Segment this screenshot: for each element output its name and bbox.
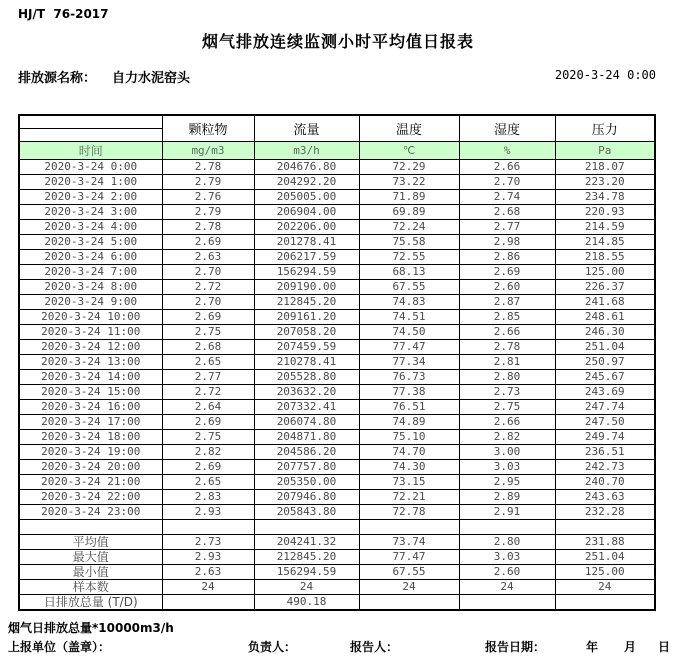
value-cell: 72.21 [359, 489, 459, 504]
value-cell: 2.95 [459, 474, 555, 489]
value-cell: 75.10 [359, 429, 459, 444]
doc-standard-code: HJ/T 76-2017 [18, 7, 109, 21]
value-cell: 251.04 [555, 549, 655, 564]
empty-cell [254, 519, 359, 534]
value-cell: 67.55 [359, 279, 459, 294]
value-cell: 2.69 [162, 234, 254, 249]
value-cell: 2.73 [459, 384, 555, 399]
spacer-row [19, 519, 655, 534]
time-cell: 2020-3-24 23:00 [19, 504, 162, 519]
value-cell: 24 [459, 579, 555, 594]
value-cell: 218.07 [555, 159, 655, 174]
value-cell: 204241.32 [254, 534, 359, 549]
value-cell: 74.30 [359, 459, 459, 474]
table-row [19, 474, 655, 489]
value-cell: 231.88 [555, 534, 655, 549]
col-header-flow: 流量 [254, 115, 359, 141]
value-cell: 210278.41 [254, 354, 359, 369]
value-cell: 77.47 [359, 339, 459, 354]
value-cell: 67.55 [359, 564, 459, 579]
value-cell: 77.38 [359, 384, 459, 399]
value-cell: 75.58 [359, 234, 459, 249]
summary-row [19, 534, 655, 549]
value-cell: 24 [555, 579, 655, 594]
time-cell: 2020-3-24 13:00 [19, 354, 162, 369]
value-cell: 247.74 [555, 399, 655, 414]
time-cell: 2020-3-24 19:00 [19, 444, 162, 459]
value-cell: 248.61 [555, 309, 655, 324]
value-cell: 212845.20 [254, 294, 359, 309]
value-cell: 204676.80 [254, 159, 359, 174]
value-cell: 24 [359, 579, 459, 594]
source-name-label: 排放源名称： [18, 71, 97, 86]
value-cell: 2.68 [459, 204, 555, 219]
col-header-pressure: 压力 [555, 115, 655, 141]
value-cell: 205528.80 [254, 369, 359, 384]
value-cell: 214.59 [555, 219, 655, 234]
value-cell: 2.80 [459, 369, 555, 384]
time-header: 时间 [19, 141, 162, 159]
unit-flow: m3/h [254, 141, 359, 159]
unit-particulate: mg/m3 [162, 141, 254, 159]
time-cell: 2020-3-24 0:00 [19, 159, 162, 174]
time-cell: 2020-3-24 8:00 [19, 279, 162, 294]
value-cell: 2.89 [459, 489, 555, 504]
value-cell: 77.34 [359, 354, 459, 369]
value-cell: 125.00 [555, 264, 655, 279]
empty-cell [19, 519, 162, 534]
table-row [19, 249, 655, 264]
value-cell: 2.75 [162, 429, 254, 444]
value-cell: 2.82 [459, 429, 555, 444]
value-cell: 2.77 [459, 219, 555, 234]
value-cell: 201278.41 [254, 234, 359, 249]
value-cell: 2.63 [162, 564, 254, 579]
value-cell: 209190.00 [254, 279, 359, 294]
table-row [19, 429, 655, 444]
table-row [19, 459, 655, 474]
value-cell: 2.75 [162, 324, 254, 339]
hourly-rows [19, 159, 655, 519]
value-cell: 207332.41 [254, 399, 359, 414]
summary-label: 平均值 [19, 534, 162, 549]
value-cell: 2.78 [162, 159, 254, 174]
value-cell: 218.55 [555, 249, 655, 264]
table-row [19, 399, 655, 414]
value-cell: 2.91 [459, 504, 555, 519]
empty-cell [162, 519, 254, 534]
value-cell: 2.63 [162, 249, 254, 264]
report-date-label: 报告日期： [485, 640, 546, 654]
value-cell: 2.77 [162, 369, 254, 384]
value-cell: 2.65 [162, 354, 254, 369]
value-cell: 207757.80 [254, 459, 359, 474]
value-cell: 2.60 [459, 279, 555, 294]
value-cell: 209161.20 [254, 309, 359, 324]
value-cell: 72.55 [359, 249, 459, 264]
unit-temperature: ℃ [359, 141, 459, 159]
empty-cell [359, 519, 459, 534]
time-cell: 2020-3-24 9:00 [19, 294, 162, 309]
value-cell: 2.69 [162, 459, 254, 474]
value-cell: 205005.00 [254, 189, 359, 204]
value-cell: 207459.59 [254, 339, 359, 354]
empty-cell [555, 519, 655, 534]
page-title: 烟气排放连续监测小时平均值日报表 [201, 32, 474, 51]
empty-header-cell [19, 128, 162, 141]
empty-cell [459, 519, 555, 534]
table-row [19, 309, 655, 324]
value-cell: 2.73 [162, 534, 254, 549]
value-cell: 212845.20 [254, 549, 359, 564]
value-cell: 2.68 [162, 339, 254, 354]
footnote: 烟气日排放总量*10000m3/h [8, 621, 174, 635]
value-cell: 2.66 [459, 324, 555, 339]
value-cell: 2.66 [459, 414, 555, 429]
day-label: 日 [658, 640, 671, 654]
value-cell: 2.78 [162, 219, 254, 234]
value-cell: 2.78 [459, 339, 555, 354]
value-cell: 2.83 [162, 489, 254, 504]
value-cell: 2.80 [459, 534, 555, 549]
value-cell [459, 594, 555, 610]
value-cell: 2.81 [459, 354, 555, 369]
time-cell: 2020-3-24 22:00 [19, 489, 162, 504]
value-cell: 3.03 [459, 459, 555, 474]
table-row [19, 444, 655, 459]
time-cell: 2020-3-24 17:00 [19, 414, 162, 429]
value-cell: 214.85 [555, 234, 655, 249]
value-cell: 249.74 [555, 429, 655, 444]
value-cell: 202206.00 [254, 219, 359, 234]
value-cell: 73.15 [359, 474, 459, 489]
value-cell: 74.89 [359, 414, 459, 429]
value-cell: 73.22 [359, 174, 459, 189]
spacer-body [19, 519, 655, 534]
value-cell: 246.30 [555, 324, 655, 339]
time-cell: 2020-3-24 2:00 [19, 189, 162, 204]
time-cell: 2020-3-24 5:00 [19, 234, 162, 249]
table-row [19, 204, 655, 219]
report-datetime: 2020-3-24 0:00 [554, 68, 656, 82]
table-row [19, 279, 655, 294]
value-cell: 24 [162, 579, 254, 594]
value-cell: 205843.80 [254, 504, 359, 519]
value-cell: 24 [254, 579, 359, 594]
value-cell: 2.79 [162, 174, 254, 189]
value-cell: 76.73 [359, 369, 459, 384]
summary-row [19, 564, 655, 579]
source-name-value: 自力水泥窑头 [112, 71, 191, 86]
table-row [19, 264, 655, 279]
time-cell: 2020-3-24 21:00 [19, 474, 162, 489]
summary-row [19, 594, 655, 610]
value-cell: 68.13 [359, 264, 459, 279]
value-cell: 2.79 [162, 204, 254, 219]
value-cell: 232.28 [555, 504, 655, 519]
value-cell: 76.51 [359, 399, 459, 414]
table-row [19, 384, 655, 399]
time-cell: 2020-3-24 14:00 [19, 369, 162, 384]
value-cell: 74.51 [359, 309, 459, 324]
reporter-label: 报告人： [350, 640, 399, 654]
header-row-top [19, 115, 655, 128]
value-cell: 2.87 [459, 294, 555, 309]
table-row [19, 369, 655, 384]
value-cell: 156294.59 [254, 564, 359, 579]
value-cell: 236.51 [555, 444, 655, 459]
value-cell: 2.86 [459, 249, 555, 264]
unit-humidity: % [459, 141, 555, 159]
time-cell: 2020-3-24 18:00 [19, 429, 162, 444]
value-cell: 73.74 [359, 534, 459, 549]
summary-label: 最大值 [19, 549, 162, 564]
time-cell: 2020-3-24 4:00 [19, 219, 162, 234]
value-cell: 247.50 [555, 414, 655, 429]
value-cell: 2.66 [459, 159, 555, 174]
value-cell: 2.76 [162, 189, 254, 204]
value-cell: 3.03 [459, 549, 555, 564]
value-cell: 245.67 [555, 369, 655, 384]
value-cell: 241.68 [555, 294, 655, 309]
value-cell: 2.69 [162, 414, 254, 429]
summary-rows [19, 534, 655, 610]
time-cell: 2020-3-24 20:00 [19, 459, 162, 474]
value-cell: 242.73 [555, 459, 655, 474]
year-label: 年 [586, 640, 599, 654]
time-cell: 2020-3-24 6:00 [19, 249, 162, 264]
summary-row [19, 549, 655, 564]
report-unit-label: 上报单位（盖章）： [8, 640, 111, 654]
value-cell: 69.89 [359, 204, 459, 219]
value-cell: 250.97 [555, 354, 655, 369]
value-cell: 223.20 [555, 174, 655, 189]
time-cell: 2020-3-24 3:00 [19, 204, 162, 219]
value-cell: 2.60 [459, 564, 555, 579]
time-cell: 2020-3-24 11:00 [19, 324, 162, 339]
table-row [19, 219, 655, 234]
value-cell: 2.72 [162, 384, 254, 399]
value-cell: 74.50 [359, 324, 459, 339]
unit-row [19, 141, 655, 159]
value-cell: 2.69 [459, 264, 555, 279]
signature-row [0, 638, 676, 654]
value-cell: 72.29 [359, 159, 459, 174]
table-row [19, 174, 655, 189]
value-cell: 251.04 [555, 339, 655, 354]
table-row [19, 504, 655, 519]
value-cell: 3.00 [459, 444, 555, 459]
summary-label: 样本数 [19, 579, 162, 594]
value-cell: 226.37 [555, 279, 655, 294]
value-cell: 207058.20 [254, 324, 359, 339]
table-row [19, 354, 655, 369]
value-cell: 206217.59 [254, 249, 359, 264]
col-header-temperature: 温度 [359, 115, 459, 141]
value-cell: 2.93 [162, 504, 254, 519]
value-cell [359, 594, 459, 610]
time-cell: 2020-3-24 16:00 [19, 399, 162, 414]
principal-label: 负责人： [248, 640, 297, 654]
value-cell: 2.69 [162, 309, 254, 324]
value-cell: 206074.80 [254, 414, 359, 429]
summary-label: 日排放总量 (T/D) [19, 594, 162, 610]
value-cell: 204292.20 [254, 174, 359, 189]
value-cell: 204871.80 [254, 429, 359, 444]
value-cell [162, 594, 254, 610]
value-cell: 2.70 [162, 294, 254, 309]
time-cell: 2020-3-24 10:00 [19, 309, 162, 324]
table-row [19, 414, 655, 429]
value-cell: 243.69 [555, 384, 655, 399]
value-cell: 2.82 [162, 444, 254, 459]
value-cell: 207946.80 [254, 489, 359, 504]
value-cell: 2.74 [459, 189, 555, 204]
table-row [19, 234, 655, 249]
empty-header-cell [19, 115, 162, 128]
table-row [19, 294, 655, 309]
value-cell: 2.93 [162, 549, 254, 564]
table-row [19, 324, 655, 339]
value-cell: 71.89 [359, 189, 459, 204]
value-cell: 2.64 [162, 399, 254, 414]
value-cell: 490.18 [254, 594, 359, 610]
value-cell: 2.75 [459, 399, 555, 414]
value-cell: 2.85 [459, 309, 555, 324]
value-cell: 74.83 [359, 294, 459, 309]
value-cell: 240.70 [555, 474, 655, 489]
hourly-average-table [18, 114, 656, 611]
report-meta [18, 67, 658, 86]
value-cell: 125.00 [555, 564, 655, 579]
value-cell: 72.24 [359, 219, 459, 234]
value-cell: 2.65 [162, 474, 254, 489]
value-cell: 203632.20 [254, 384, 359, 399]
value-cell [555, 594, 655, 610]
value-cell: 77.47 [359, 549, 459, 564]
time-cell: 2020-3-24 12:00 [19, 339, 162, 354]
summary-label: 最小值 [19, 564, 162, 579]
table-row [19, 189, 655, 204]
value-cell: 72.78 [359, 504, 459, 519]
value-cell: 2.70 [162, 264, 254, 279]
value-cell: 2.72 [162, 279, 254, 294]
value-cell: 74.70 [359, 444, 459, 459]
table-row [19, 489, 655, 504]
unit-pressure: Pa [555, 141, 655, 159]
value-cell: 220.93 [555, 204, 655, 219]
summary-row [19, 579, 655, 594]
col-header-particulate: 颗粒物 [162, 115, 254, 141]
month-label: 月 [624, 640, 637, 654]
table-row [19, 339, 655, 354]
value-cell: 2.98 [459, 234, 555, 249]
value-cell: 205350.00 [254, 474, 359, 489]
value-cell: 243.63 [555, 489, 655, 504]
value-cell: 204586.20 [254, 444, 359, 459]
time-cell: 2020-3-24 1:00 [19, 174, 162, 189]
table-row [19, 159, 655, 174]
value-cell: 206904.00 [254, 204, 359, 219]
value-cell: 156294.59 [254, 264, 359, 279]
col-header-humidity: 湿度 [459, 115, 555, 141]
time-cell: 2020-3-24 7:00 [19, 264, 162, 279]
time-cell: 2020-3-24 15:00 [19, 384, 162, 399]
value-cell: 234.78 [555, 189, 655, 204]
value-cell: 2.70 [459, 174, 555, 189]
